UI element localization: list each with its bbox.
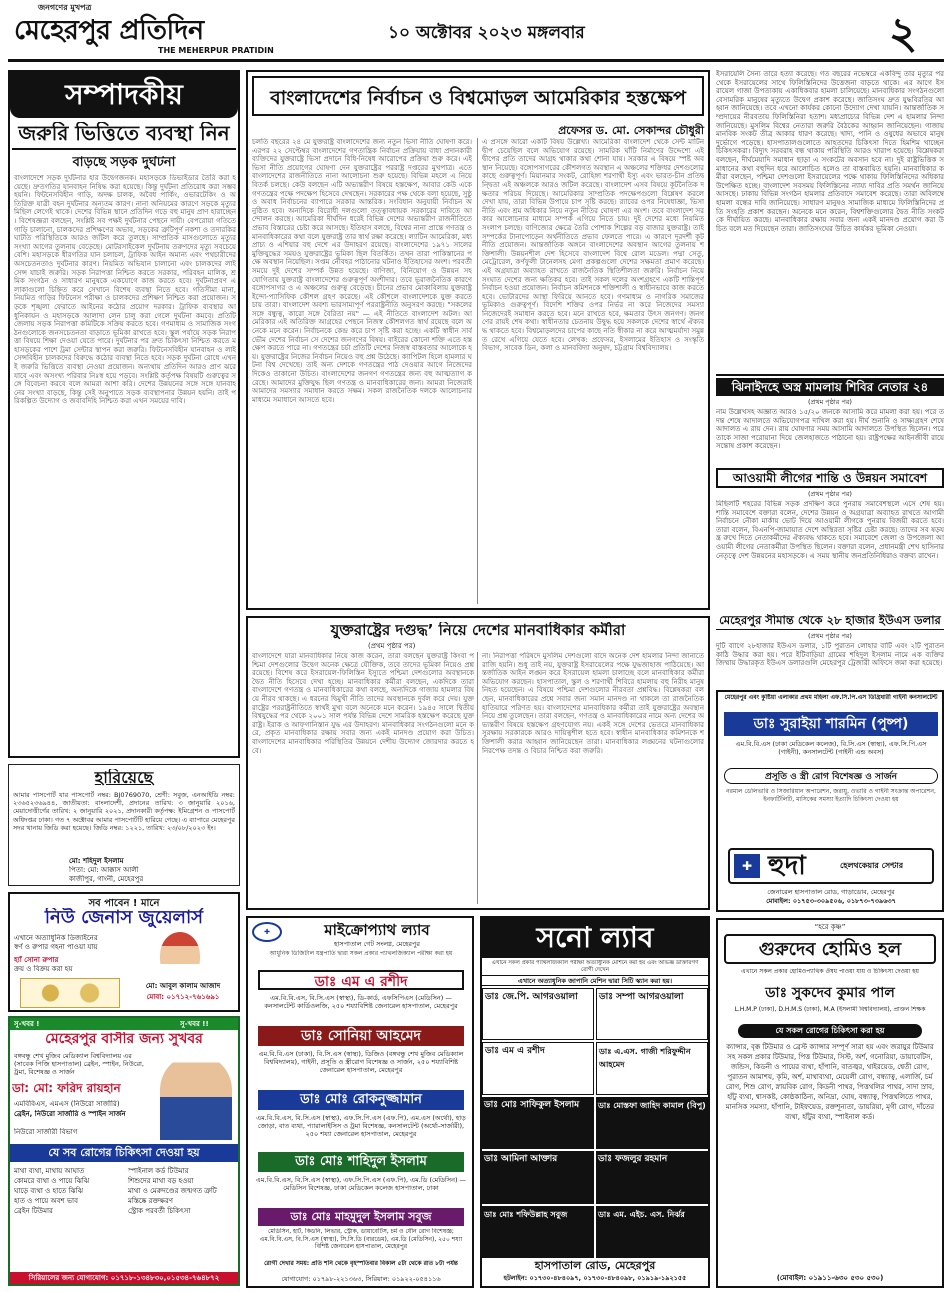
treatment-item: স্পাইনাল কর্ড টিউমার xyxy=(128,1167,189,1175)
huda-ad-top-line: মেহেরপুর এবং কুষ্টিয়া এলাকার প্রথম মহিলা এফ.সি.পি.এস ডিগ্রিধারী গাইনী কনসালটেন্ট xyxy=(724,694,938,701)
border-body: দুটি ব্যাগে ২৮হাজার ইউএস ডলার, ১টি পুরাতন লোহার বাটি এবং ২টি পুরাতন কাঠি উদ্ধার করা হয়। পরে ইটিবাড়িয়া গ্রামের শহিদুল ইসলাম নামে এক ব্যক্তির জিম্মায় উদ্ধারকৃত ইউএস ডলারগুলি মেহেরপুর ট্রেজারী অফিসে জমা করা হয়েছে। xyxy=(716,642,944,668)
jewellers-line-2: স্বর্ণ ও রুপার গহনা পাওয়া যায় xyxy=(14,943,98,951)
homeo-doctor-name: ডাঃ সুকদেব কুমার পাল xyxy=(765,986,895,1001)
newspaper-name-english: THE MEHERPUR PRATIDIN xyxy=(158,46,274,55)
huda-center-subtitle: হেলথকেয়ার সেন্টার xyxy=(840,862,904,870)
lost-notice-title: হারিয়েছে xyxy=(94,769,154,787)
sono-doctor-card xyxy=(596,988,708,1040)
neuro-doctor-photo xyxy=(160,1054,232,1140)
micropath-doctor-2-name: ডাঃ সোনিয়া আহমেদ xyxy=(258,1026,464,1046)
sono-doctor-card xyxy=(482,1042,594,1094)
homeo-phone: (মোবাইল: ০১৯১১-৬৩০ ৫৩০ ৫৩০) xyxy=(776,1274,884,1282)
micropath-doctor-3-info: এম.বি.বি.এস, বি.সি.এস (স্বাস্থ্য), এফ.সি.পি.এস (এফ.পি), এম.এস (অর্থো), হাড় জোড়া, বাত ব্যথা, প্যারালাইসিস ও ট্রমা বিশেষজ্ঞ, কনসালটেন্ট (অর্থো-সার্জারী), ২৫০ শয্যা জেনারেল হাসপাতাল, মেহেরপুর xyxy=(256,1114,466,1138)
border-note: (প্রথম পৃষ্ঠার পর) xyxy=(808,632,852,640)
huda-center-name: হুদা xyxy=(768,851,806,881)
proprietor-photo xyxy=(160,932,200,978)
jewellers-line-1: এখানে অত্যাধুনিক ডিজাইনের xyxy=(14,934,98,942)
editorial-subhead: বাড়ছে সড়ক দুর্ঘটনা xyxy=(72,156,176,170)
sono-doctor-name: ডাঃ এম. এইচ. এস. নির্ঝর xyxy=(598,1209,685,1219)
micropath-tests: আধুনিক ডিজিটাল যন্ত্রপাতি দ্বারা সকল প্রকার প্যাথলজিক্যাল পরীক্ষা করা হয় xyxy=(269,950,453,957)
main-article-headline: বাংলাদেশের নির্বাচন ও বিশ্বমোড়ল আমেরিকার হস্তক্ষেপ xyxy=(252,76,704,116)
lost-notice-signer-name: মো: শহিদুল ইসলাম xyxy=(69,857,124,865)
jewellers-line-4: ক্রয় ও বিক্রয় করা হয় xyxy=(14,965,73,973)
sono-doctor-name: ডাঃ ফজলুর রহমান xyxy=(598,1154,668,1165)
editorial-headline: জরুরি ভিত্তিতে ব্যবস্থা নিন xyxy=(12,122,236,150)
homeo-diseases: ক্যান্সার, বৃক্ক টিউমার ও ব্রেস্ট ক্যান্সার সম্পূর্ণ সারা হয় এবং জরায়ুর টিউমার সহ সকল প্রকার টিউমার, পিত্ত টিউমার, সিস্ট, অর্শ, গনোরিয়া, ডায়াবেটিস, জন্ডিস, কিডনী ও পায়ের ব্যথা, হাঁপানি, বাতজ্বর, থাইরয়েড, শ্বেতী রোগ, পুরাতন আমাশয়, কৃমি, অর্শ, মাথাব্যথা, মেয়েলী রোগ, বন্ধ্যাত্ব, এলার্জি, চর্ম রোগ, শিশু রোগ, স্নায়বিক রোগ, কিডনী পাথর, পিত্তথলির পাথর, সাদা স্রাব, হাঁটু ব্যথা, শ্বাসকষ্ট, কোষ্ঠকাঠিন্য, অনিদ্রা, ঘোষ, বন্ধ্যাত্ব, পিত্তথলিতে পাথর, মানসিক সমস্যা, হাঁপানি, টাইফয়েড, রক্তশূন্যতা, ডায়রিয়া, মৃগী রোগ, দাঁতের ব্যথা, হাঁটুর ব্যথা, স্পাইনাল কর্ড। xyxy=(725,1043,935,1121)
rights-article-note: (প্রথম পৃষ্ঠার পর) xyxy=(368,642,416,650)
rights-article-body-col-1: বাংলাদেশে যারা মানবাধিকার নিয়ে কাজ করেন, তারা বলছেন যুক্তরাষ্ট্র কিংবা পশ্চিমা দেশগুলোর উদ্বেগ অনেক ক্ষেত্রে যৌক্তিক, তবে তাদের ভূমিকা নিয়েও প্রশ্ন রয়েছে। বিশেষ করে ইসরায়েল-ফিলিস্তিন ইস্যুতে পশ্চিমা দেশগুলোর অবস্থানকে দ্বৈত নীতি হিসেবে দেখা হচ্ছে। মানবাধিকার কর্মীরা বলছেন, একদিকে তারা বাংলাদেশে গণতন্ত্র ও মানবাধিকারের কথা বলছে, অন্যদিকে গাজায় হামলার বিষয়ে নীরব থাকছে। এ ধরনের দ্বিমুখী নীতি তাদের অবস্থানকে দুর্বল করে দেয়। যুক্তরাষ্ট্রের পররাষ্ট্রনীতিতে স্বার্থই মুখ্য বলে অনেকে মনে করেন। ১৯৪৫ সালে দ্বিতীয় বিশ্বযুদ্ধের পর থেকে ২০০১ সাল পর্যন্ত বিভিন্ন দেশে সামরিক হস্তক্ষেপ করেছে যুক্তরাষ্ট্র। ইরাক ও আফগানিস্তান যুদ্ধ এর উদাহরণ। মানবাধিকার সংগঠনগুলো মনে করে, প্রকৃত মানবাধিকার রক্ষায় সবার জন্য একই মানদণ্ড প্রয়োগ করা উচিত। বাংলাদেশের মানবাধিকার পরিস্থিতির উন্নয়নে দেশীয় উদ্যোগ জোরদার করতে হবে। xyxy=(252,652,474,755)
sono-doctor-grid xyxy=(482,988,708,1258)
sono-doctor-card xyxy=(596,1151,708,1203)
lost-notice-signer-address: কাজীপুর, গাংনী, মেহেরপুর xyxy=(69,875,144,883)
jewellers-name: নিউ জেনাস জুয়েলার্স xyxy=(44,908,204,928)
huda-doctor-degree: এম.বি.বি.এস (ঢাকা মেডিকেল কলেজ), বি.সি.এস (স্বাস্থ্য), এফ.সি.পি.এস (গাইনী), কনসালটেন্ট (গাইনী এন্ড অবস) xyxy=(735,740,927,756)
jhenaidah-headline: ঝিনাইদহে অস্ত্র মামলায় শিবির নেতার ২৪ xyxy=(716,378,944,396)
sono-doctor-name: ডাঃ জে.পি. আগরওয়ালা xyxy=(485,992,578,1002)
huda-healthcare-ad xyxy=(716,690,944,912)
micropath-logo: ✚ xyxy=(252,922,282,942)
jewellers-ad xyxy=(8,892,240,1012)
sono-lab-name: সনো ল্যাব xyxy=(482,918,708,958)
right-column xyxy=(716,70,944,650)
micropath-doctor-1-name: ডাঃ এম এ রশীদ xyxy=(258,970,464,990)
column-rule xyxy=(477,138,478,604)
micropath-doctor-4-name: ডাঃ মোঃ শাহিদুল ইসলাম xyxy=(258,1152,464,1172)
neuro-ad-doctor-name: ডা: মো: ফরিদ রায়হান xyxy=(12,1082,121,1095)
sono-lab-subtitle: এখানে সকল প্রকার প্যাথলজিক্যাল পরীক্ষা অত্যাধুনিক মেশিনে করা হয় এবং অভিজ্ঞ ডাক্তারগণ রোগী দেখেন xyxy=(491,960,699,973)
editorial-body-text: বাংলাদেশে সড়ক দুর্ঘটনার হার উদ্বেগজনক। মহাসড়কে ডিভাইডার তৈরি করা হয়েছে। দ্রুতগতির যানবাহন নিষিদ্ধ করা হয়েছে। কিন্তু দুর্ঘটনা প্রতিরোধ করা সম্ভব হয়নি। ফিটনেসবিহীন গাড়ি, অদক্ষ চালক, অবৈধ পার্কিং, ওভারটেকিং ও অতিরিক্ত যাত্রী বহন দুর্ঘটনার অন্যতম কারণ। নানা অনিয়মের কারণে সড়কে মৃত্যুর মিছিল লেগেই থাকে। দেশের বিভিন্ন স্থানে প্রতিদিন গড়ে বহু মানুষ প্রাণ হারাচ্ছেন। বিশেষজ্ঞরা বলছেন, সংশ্লিষ্ট সব পক্ষই দুর্ঘটনার পেছনে দায়ী। বেপরোয়া গতিতে গাড়ি চালানো, চালকদের প্রশিক্ষণের অভাব, সড়কের ত্রুটিপূর্ণ নকশা ও তদারকির ঘাটতি পরিস্থিতিকে আরও জটিল করে তুলছে। সাম্প্রতিক মাসগুলোতে মৃত্যুর সংখ্যা আগের তুলনায় বেড়েছে। মোটরসাইকেল দুর্ঘটনায় তরুণদের মৃত্যু সবচেয়ে বেশি। মহাসড়কে ধীরগতির যান চলাচল, ট্রাফিক আইন অমান্য এবং পথচারীদের অসচেতনতাও দুর্ঘটনার কারণ। নিয়মিত অভিযান চালানো এবং চালকদের লাইসেন্স যাচাই জরুরি। সড়ক নিরাপত্তা নিশ্চিত করতে সরকার, পরিবহন মালিক, শ্রমিক সংগঠন ও সাধারণ মানুষকে একযোগে কাজ করতে হবে। দুর্ঘটনাপ্রবণ এলাকাগুলো চিহ্নিত করে সেখানে বিশেষ ব্যবস্থা নিতে হবে। গতিসীমা মানা, নিয়মিত গাড়ির ফিটনেস পরীক্ষা ও চালকদের প্রশিক্ষণ নিশ্চিত করা প্রয়োজন। সড়কে শৃঙ্খলা ফেরাতে আইনের কঠোর প্রয়োগ দরকার। ট্রাফিক ব্যবস্থার আধুনিকায়ন ও মহাসড়কে আলাদা লেন চালু করা গেলে দুর্ঘটনা কমবে। প্রতিটি জেলায় সড়ক নিরাপত্তা কমিটিকে সক্রিয় করতে হবে। গণমাধ্যম ও সামাজিক সংগঠনগুলোকে জনসচেতনতা বাড়াতে ভূমিকা রাখতে হবে। স্কুল পর্যায়ে সড়ক নিরাপত্তা বিষয়ে শিক্ষা দেওয়া যেতে পারে। দুর্ঘটনার পর দ্রুত চিকিৎসা নিশ্চিত করতে মহাসড়কের পাশে ট্রমা সেন্টার স্থাপন করা জরুরি। ফিটনেসবিহীন যানবাহন ও লাইসেন্সবিহীন চালকদের বিরুদ্ধে কঠোর ব্যবস্থা নিতে হবে। সড়ক দুর্ঘটনা রোধে এখনই জরুরি ভিত্তিতে ব্যবস্থা নেওয়া প্রয়োজন। অন্যথায় প্রতিদিন আরও প্রাণ ঝরে যাবে এবং অসংখ্য পরিবার নিঃস্ব হয়ে পড়বে। সংশ্লিষ্ট কর্তৃপক্ষ বিষয়টি গুরুত্বের সঙ্গে বিবেচনা করবে বলে আমরা আশা করি। দেশের উন্নয়নের সঙ্গে সঙ্গে যানবাহনের সংখ্যা বাড়ছে, কিন্তু সেই অনুপাতে সড়ক ব্যবস্থাপনার উন্নয়ন হয়নি। তাই পরিকল্পিত উদ্যোগ ও জবাবদিহি নিশ্চিত করা এখন সময়ের দাবি। xyxy=(14,174,236,406)
jewellers-line-3: হ্যাঁ সোনা রুপার xyxy=(14,956,59,964)
sono-doctor-name: ডাঃ মোস্তফা জাহিদ কামাল (বিপু) xyxy=(598,1100,706,1110)
main-article xyxy=(246,70,710,610)
main-article-body-col-1: চলতি বছরের ২৪ মে যুক্তরাষ্ট্র বাংলাদেশের জন্য নতুন ভিসা নীতি ঘোষণা করে। এরপর ২২ সেপ্টেম্বর বাংলাদেশের গণতান্ত্রিক নির্বাচন প্রক্রিয়ায় বাধা প্রদানকারী ব্যক্তিদের যুক্তরাষ্ট্রে ভিসা প্রদানে বিধি-নিষেধ আরোপের প্রক্রিয়া শুরু করে। এই ভিসা নীতি প্রয়োগের ঘোষণা দেন যুক্তরাষ্ট্রের পররাষ্ট্র দপ্তরের মুখপাত্র। এতে বাংলাদেশের রাজনীতিতে নানা আলোচনা শুরু হয়েছে। বিভিন্ন মহলে এ নিয়ে বিতর্ক চলছে। কেউ বলছেন এটি অভ্যন্তরীণ বিষয়ে হস্তক্ষেপ, আবার কেউ একে গণতন্ত্রের পক্ষে পদক্ষেপ হিসেবে দেখছেন। সরকারের পক্ষ থেকে বলা হয়েছে, সুষ্ঠু ও অবাধ নির্বাচনের ব্যাপারে সরকার আন্তরিক। সংবিধান অনুযায়ী নির্বাচন অনুষ্ঠিত হবে। অন্যদিকে বিরোধী দলগুলো তত্ত্বাবধায়ক সরকারের দাবিতে আন্দোলন করছে। আমেরিকা দীর্ঘদিন ধরেই বিভিন্ন দেশের অভ্যন্তরীণ রাজনীতিতে প্রভাব বিস্তারের চেষ্টা করে আসছে। ইতিহাস বলছে, বিশ্বের নানা প্রান্তে গণতন্ত্র ও মানবাধিকারের কথা বলে যুক্তরাষ্ট্র তার স্বার্থ রক্ষা করেছে। ল্যাটিন আমেরিকা, মধ্যপ্রাচ্য ও এশিয়ার বহু দেশে এর উদাহরণ রয়েছে। বাংলাদেশের ১৯৭১ সালের মুক্তিযুদ্ধের সময়ও যুক্তরাষ্ট্রের ভূমিকা ছিল বিতর্কিত। তখন তারা পাকিস্তানের পক্ষে অবস্থান নিয়েছিল। সপ্তম নৌবহর পাঠানোর ঘটনাও ইতিহাসের অংশ। পরবর্তী সময়ে দুই দেশের সম্পর্ক উন্নত হয়েছে। বাণিজ্য, বিনিয়োগ ও উন্নয়ন সহযোগিতায় যুক্তরাষ্ট্র বাংলাদেশের গুরুত্বপূর্ণ অংশীদার। তবে ভূরাজনৈতিক কারণে বঙ্গোপসাগর ও এ অঞ্চলের গুরুত্ব বেড়েছে। চীনের প্রভাব মোকাবিলায় যুক্তরাষ্ট্র ইন্দো-প্যাসিফিক কৌশল গ্রহণ করেছে। এই কৌশলে বাংলাদেশকে যুক্ত করতে চায় তারা। বাংলাদেশ অবশ্য ভারসাম্যপূর্ণ পররাষ্ট্রনীতি অনুসরণ করছে। "সকলের সঙ্গে বন্ধুত্ব, কারো সঙ্গে বৈরিতা নয়" — এই নীতিতে বাংলাদেশ অটল। আমেরিকার এই অতিরিক্ত আগ্রহের পেছনে নিজস্ব কৌশলগত স্বার্থ রয়েছে বলে অনেকে মনে করেন। নির্বাচনকে কেন্দ্র করে চাপ সৃষ্টি করা হচ্ছে। একটি স্বাধীন সার্বভৌম দেশের নির্বাচন সে দেশের জনগণের বিষয়। বাইরের কোনো শক্তি এতে হস্তক্ষেপ করতে পারে না। গণতন্ত্রের চর্চা প্রতিটি দেশের নিজস্ব বাস্তবতার আলোকে হয়। যুক্তরাষ্ট্রের নিজের নির্বাচন নিয়েও বহু প্রশ্ন উঠেছে। ক্যাপিটল হিলে হামলার ঘটনা বিশ্ব দেখেছে। তাই অন্য দেশকে গণতন্ত্রের পাঠ দেওয়ার আগে নিজেদের দিকেও তাকানো উচিত। বাংলাদেশের জনগণ গণতন্ত্রের জন্য বহু আত্মত্যাগ করেছে। আমাদের মুক্তিযুদ্ধ ছিল গণতন্ত্র ও মানবাধিকারের জন্য। আমরা নিজেরাই আমাদের সমস্যার সমাধান করতে সক্ষম। সকল রাজনৈতিক দলকে আলোচনার মাধ্যমে সমাধানে আসতে হবে। xyxy=(252,138,472,404)
main-article-body-col-2: এ প্রসঙ্গে আরো একটি বিষয় উল্লেখ্য। আমেরিকা বাংলাদেশ থেকে সেন্ট মার্টিন দ্বীপ চেয়েছিল বলে অভিযোগ রয়েছে। সামরিক ঘাঁটি নির্মাণের উদ্দেশ্যে এই দ্বীপের প্রতি তাদের আগ্রহ থাকার কথা শোনা যায়। সরকার এ বিষয়ে স্পষ্ট অবস্থান নিয়েছে। বঙ্গোপসাগরের কৌশলগত অবস্থান এ অঞ্চলের শক্তিধর দেশগুলোর কাছে গুরুত্বপূর্ণ। মিয়ানমার সংকট, রোহিঙ্গা শরণার্থী ইস্যু এবং ভারত-চীন প্রতিদ্বন্দ্বিতা এই অঞ্চলকে আরও জটিল করেছে। বাংলাদেশ এসব বিষয়ে কূটনৈতিক দক্ষতার পরিচয় দিয়েছে। আমেরিকার সাম্প্রতিক পদক্ষেপগুলো বিশ্লেষণ করলে দেখা যায়, তারা বিভিন্ন উপায়ে চাপ সৃষ্টি করছে। র‍্যাবের ওপর নিষেধাজ্ঞা, ভিসা নীতি এবং শ্রম অধিকার নিয়ে নতুন নীতির ঘোষণা এর অংশ। তবে বাংলাদেশ সরকার আলোচনার মাধ্যমে সম্পর্ক এগিয়ে নিতে চায়। দুই দেশের মধ্যে নিয়মিত সংলাপ চলছে। বাণিজ্যের ক্ষেত্রে তৈরি পোশাক শিল্পের বড় বাজার যুক্তরাষ্ট্র। তাই সম্পর্কের টানাপোড়েন অর্থনীতিতে প্রভাব ফেলতে পারে। এ কারণে দূরদর্শী কূটনীতি প্রয়োজন। আন্তর্জাতিক অঙ্গনে বাংলাদেশের অবস্থান আগের তুলনায় শক্তিশালী। উন্নয়নশীল দেশ হিসেবে বাংলাদেশ বিশ্বে রোল মডেল। পদ্মা সেতু, মেট্রোরেল, কর্ণফুলী টানেলসহ মেগা প্রকল্পগুলো দেশের সক্ষমতা প্রমাণ করেছে। এই অগ্রযাত্রা অব্যাহত রাখতে রাজনৈতিক স্থিতিশীলতা জরুরি। নির্বাচন নিয়ে সংঘাত দেশের জন্য ক্ষতিকর হবে। তাই সকল দলের অংশগ্রহণে একটি শান্তিপূর্ণ নির্বাচন হওয়া প্রয়োজন। নির্বাচন কমিশনকে শক্তিশালী ও স্বাধীনভাবে কাজ করতে হবে। ভোটারদের আস্থা ফিরিয়ে আনতে হবে। গণমাধ্যম ও নাগরিক সমাজের ভূমিকাও গুরুত্বপূর্ণ। বিদেশি শক্তির ওপর নির্ভর না করে নিজেদের সমস্যা নিজেদেরই সমাধান করতে হবে। মনে রাখতে হবে, ক্ষমতার উৎস জনগণ। জনগণের রায়ই শেষ কথা। স্বাধীনতার চেতনায় উদ্বুদ্ধ হয়ে সকলকে দেশের স্বার্থে ঐক্যবদ্ধ থাকতে হবে। বিশ্বমোড়লদের চাপের কাছে নতি স্বীকার না করে আত্মমর্যাদা সমুন্নত রেখে এগিয়ে যেতে হবে। লেখক: প্রফেসর, ইসলামের ইতিহাস ও সংস্কৃতি বিভাগ, সাবেক ডিন, কলা ও মানববিদ্যা অনুষদ, চট্টগ্রাম বিশ্ববিদ্যালয়। xyxy=(482,138,704,353)
main-article-author: প্রফেসর ড. মো. সেকান্দর চৌধুরী xyxy=(558,124,704,137)
right-continuation-text: ইসরায়েলি সৈন্য তারে হত্যা করেছে। গত বছরের নভেম্বরে একবিন্দু তার মৃত্যুর পর থেকে ইসরায়েলের সাথে ফিলিস্তিনিদের উত্তেজনা বাড়তে থাকে। এর আগে ইসরায়েল গাজা উপত্যকায় একাধিকবার হামলা চালিয়েছে। মানবাধিকার সংগঠনগুলো বেসামরিক মানুষের মৃত্যুতে উদ্বেগ প্রকাশ করেছে। জাতিসংঘ দ্রুত যুদ্ধবিরতির আহ্বান জানিয়েছে। তবে এখনো কার্যকর কোনো উদ্যোগ দেখা যায়নি। আন্তর্জাতিক সম্প্রদায়ের নীরবতায় ফিলিস্তিনিরা হতাশ। মধ্যপ্রাচ্যের বিভিন্ন দেশ এ হামলার নিন্দা জানিয়েছে। মুসলিম বিশ্বের নেতারা জরুরি বৈঠকের আহ্বান জানিয়েছেন। গাজায় মানবিক সংকট তীব্র আকার ধারণ করেছে। খাদ্য, পানি ও ওষুধের অভাবে মানুষ দুর্ভোগে পড়েছে। হাসপাতালগুলোতে আহতদের চিকিৎসা দিতে হিমশিম খাচ্ছেন চিকিৎসকরা। বিদ্যুৎ সরবরাহ বন্ধ থাকায় পরিস্থিতি আরও খারাপ হয়েছে। বিশ্লেষকরা বলছেন, দীর্ঘমেয়াদি সমাধান ছাড়া এ সংকটের অবসান হবে না। দুই রাষ্ট্রভিত্তিক সমাধানের কথা বহুদিন ধরে আলোচিত হলেও তা বাস্তবায়িত হয়নি। মানবাধিকার কর্মীরা বলছেন, পশ্চিমা দেশগুলো ইসরায়েলের পক্ষে থাকায় ফিলিস্তিনিদের অধিকার উপেক্ষিত হচ্ছে। বাংলাদেশ সবসময় ফিলিস্তিনের ন্যায্য দাবির প্রতি সমর্থন জানিয়ে আসছে। ঢাকায় বিভিন্ন সংগঠন হামলার প্রতিবাদে সমাবেশ করেছে। তারা অবিলম্বে হামলা বন্ধের দাবি জানিয়েছে। সাধারণ মানুষও সামাজিক মাধ্যমে ফিলিস্তিনিদের প্রতি সংহতি প্রকাশ করছেন। অনেকে মনে করেন, বিশ্বশক্তিগুলোর দ্বৈত নীতি সংকটকে দীর্ঘায়িত করছে। মানবাধিকার রক্ষায় সবার জন্য একই মানদণ্ড প্রয়োগ করা উচিত বলে মত দিয়েছেন তারা। জাতিসংঘের উচিত কার্যকর ভূমিকা নেওয়া। xyxy=(716,70,944,233)
neuro-ad-footer: সিরিয়ালের জন্য যোগাযোগ: ০১৭১৮-১৩৪৮৩০,০১৫৩৪-৭৬৪৮৭২ xyxy=(10,1272,238,1284)
sono-doctor-card xyxy=(482,988,594,1040)
lost-notice-signer-father: পিতা: মো: আক্কাস আলী xyxy=(69,866,139,874)
neuro-surgeon-ad xyxy=(8,1016,240,1286)
huda-phone: মোবাইল: ০১৭৫৩-৩০৯৫০৬, ০১৮৭৩-৭৩৯৬৩৭ xyxy=(766,897,896,905)
awami-headline: আওয়ামী লীগের শান্তি ও উন্নয়ন সমাবেশ xyxy=(716,468,944,488)
jhenaidah-note: (প্রথম পৃষ্ঠার পর) xyxy=(808,398,852,406)
lost-notice-body: আমার পাসপোর্ট যার পাসপোর্ট নম্বর: BJ0769070, শ্রেণী: সবুজ, এনআইডি নম্বর: ২৩৬৫২৩৬৯৪৪, জাতীয়তা: বাংলাদেশী, প্রদানের তারিখ: ৩ জানুয়ারি ২০১৬, মেয়াদোত্তীর্ণের তারিখ: ২ জানুয়ারি ২০২১, প্রদানকারী কর্তৃপক্ষ: ইমিগ্রেশন ও পাসপোর্ট অধিদপ্তর ঢাকা। গত ৭ অক্টোবর আমার পাসপোর্টটি হারিয়ে গেছে। এ ব্যাপারে মেহেরপুর সদর থানায় জিডি করা হয়েছে। জিডি নম্বর: ১২২১, তারিখ: ২৩/০৮/২০২৩ ইং। xyxy=(13,791,235,832)
treatment-item: ব্রেইন টিউমার xyxy=(14,1207,53,1215)
sono-doctor-card xyxy=(482,1097,594,1149)
homeo-subtitle: এখানে সকল প্রকার হোমিওপ্যাথিক ঔষধ পাওয়া যায় ও চিকিৎসা দেওয়া হয় xyxy=(741,968,919,975)
neuro-ad-title: মেহেরপুর বাসীর জন্য সুখবর xyxy=(45,1032,203,1047)
huda-doctor-name: ডাঃ সুরাইয়া শারমিন (পুষ্প) xyxy=(724,712,938,736)
masthead-tagline: জনগণের মুখপত্র xyxy=(38,3,92,12)
rights-article-body-col-2: না। নিরাপত্তা পরিষদে মুসলিম দেশগুলো বাদে অনেক দেশ হামলার নিন্দা জানাতে রাজি হয়নি। শুধু তাই নয়, যুক্তরাষ্ট্র ইসরায়েলের পক্ষে যুদ্ধজাহাজ পাঠিয়েছে। আন্তর্জাতিক আইন লঙ্ঘন করে ইসরায়েল হামলা চালাচ্ছে বলে মানবাধিকার কর্মীরা অভিযোগ করছেন। হাসপাতাল, স্কুল ও শরণার্থী শিবিরে হামলায় বহু নিরীহ মানুষ নিহত হয়েছেন। এ বিষয়ে পশ্চিমা দেশগুলোর নীরবতা প্রশ্নবিদ্ধ। বিশ্লেষকরা বলছেন, মানবাধিকারের প্রশ্নে সবার জন্য সমান মানদণ্ড না থাকলে তা রাজনৈতিক হাতিয়ারে পরিণত হয়। বাংলাদেশের মানবাধিকার কর্মীরা তাই যুক্তরাষ্ট্রের অবস্থান নিয়ে প্রশ্ন তুলেছেন। তারা বলছেন, গণতন্ত্র ও মানবাধিকারের নামে অন্য দেশের অভ্যন্তরীণ বিষয়ে হস্তক্ষেপ গ্রহণযোগ্য নয়। একই সঙ্গে দেশের ভেতরে মানবাধিকার সুরক্ষায় সরকারকে আরও দায়িত্বশীল হতে হবে। স্বাধীন মানবাধিকার কমিশনকে শক্তিশালী করার আহ্বান জানিয়েছেন তারা। মানবাধিকার লঙ্ঘনের ঘটনাগুলোর নিরপেক্ষ তদন্ত ও বিচার নিশ্চিত করা জরুরি। xyxy=(482,652,704,755)
micropath-doctor-5-name: ডাঃ মোঃ মাহমুদুল ইসলাম সবুজ xyxy=(258,1208,464,1226)
micropath-doctor-1-info: এম.বি.বি.এস, বি.সি.এস (স্বাস্থ্য), ডি-কার্ড, এফসিপিএস (মেডিসিন) — কনসালটেন্ট কার্ডিওলজি, ২৫০ শয্যাবিশিষ্ট জেনারেল হাসপাতাল, মেহেরপুর xyxy=(264,994,458,1010)
sono-doctor-name: ডাঃ আমিনা আক্তার xyxy=(484,1154,558,1165)
sono-lab-ct-band: এখানে অত্যাধুনিক জাপানি মেশিন দ্বারা সিটি স্ক্যান করা হয়। xyxy=(482,975,708,986)
sono-doctor-card xyxy=(482,1206,594,1258)
section-divider xyxy=(716,374,944,376)
jewellers-proprietor: মো: আবুল কালাম আজাদ xyxy=(145,982,221,990)
treatments-list xyxy=(14,1166,236,1270)
sono-lab-ad xyxy=(480,916,710,1288)
neuro-ad-degree: এমবিবিএস, এমএস (নিউরো সার্জারি) xyxy=(14,1100,120,1108)
homeo-hall-ad xyxy=(716,918,944,1288)
good-news-label-left: সু-খবর ! xyxy=(14,1020,40,1028)
editorial-section-label: সম্পাদকীয় xyxy=(10,72,238,118)
neuro-ad-speciality: ব্রেইন, নিউরো সার্জারি ও স্পাইন সার্জন xyxy=(14,1110,126,1118)
treatment-item: শিশুদের মাথা বড় হওয়া xyxy=(128,1177,194,1185)
homeo-doctor-degree: L.H.M.P (ঢাকা), D.H.M.S (ঢাকা), M.A (ইসলামী বিশ্ববিদ্যালয়), প্রাক্তন শিক্ষক xyxy=(734,1006,926,1013)
jewellers-tagline: সব পাবেন ! মানে xyxy=(88,898,160,909)
good-news-label-right: সু-খবর !! xyxy=(180,1020,209,1028)
rights-article-headline: যুক্তরাষ্ট্রের দগুদ্ধ’ নিয়ে দেশের মানবাধিকার কর্মীরা xyxy=(330,622,626,639)
micropath-address: হাসপাতাল গেট সংলগ্ন, মেহেরপুর xyxy=(334,940,420,948)
neuro-ad-description: বঙ্গবন্ধু শেখ মুজিব মেডিক্যাল বিশ্ববিদ্যালয় এর (সাবেক পিজি হাসপাতাল) ব্রেইন, স্পাইন, নিউরো, ট্রমা, বিশেষজ্ঞ ও সার্জন xyxy=(14,1052,144,1076)
awami-body: মিছিলটি শহরের বিভিন্ন সড়ক প্রদক্ষিণ করে পুনরায় সমাবেশস্থলে এসে শেষ হয়। শান্তি সমাবেশে বক্তারা বলেন, দেশের উন্নয়ন ও অগ্রযাত্রা অব্যাহত রাখতে আগামী নির্বাচনে নৌকা মার্কায় ভোট দিয়ে আওয়ামী লীগকে পুনরায় বিজয়ী করতে হবে। তারা বলেন, বিএনপি-জামায়াত দেশে অস্থিরতা সৃষ্টির চেষ্টা করছে। তাদের সব ষড়যন্ত্র রুখে দিতে নেতাকর্মীদের ঐক্যবদ্ধ থাকতে হবে। সমাবেশে জেলা ও উপজেলা আওয়ামী লীগের নেতাকর্মীরা উপস্থিত ছিলেন। বক্তারা বলেন, প্রধানমন্ত্রী শেখ হাসিনার নেতৃত্বে দেশ উন্নয়নের মহাসড়কে। এ সময় স্থানীয় জনপ্রতিনিধিরাও বক্তব্য রাখেন। xyxy=(716,500,944,560)
micropath-doctor-3-name: ডাঃ মোঃ রোকনুজ্জামান xyxy=(258,1090,464,1110)
rights-article xyxy=(246,616,710,910)
lost-notice xyxy=(8,764,240,886)
treatment-item: মাথা ব্যথা, মাথায় আঘাত xyxy=(14,1167,85,1175)
micropath-name: মাইক্রোপ্যাথ ল্যাব xyxy=(324,922,430,939)
column-rule xyxy=(477,652,478,904)
jhenaidah-body: নাম উল্লেখসহ অজ্ঞাত আরও ১৫/২০ জনকে আসামি করে মামলা করা হয়। পরে তদন্ত শেষে আদালতে অভিযোগপত্র দাখিল করা হয়। দীর্ঘ শুনানি ও সাক্ষ্যগ্রহণ শেষে আদালত এ রায় দেন। রায় ঘোষণার সময় আসামি আদালতে উপস্থিত ছিলেন। পরে তাকে সাজা পরোয়ানা দিয়ে জেলহাজতে পাঠানো হয়। রাষ্ট্রপক্ষের আইনজীবী রায়ে সন্তোষ প্রকাশ করেছেন। xyxy=(716,408,944,451)
sono-doctor-name: ডাঃ এম এ রশীদ xyxy=(485,1046,545,1057)
sono-doctor-name: ডাঃ মোঃ শফিউল্লাহ সবুজ xyxy=(484,1209,568,1219)
huda-center-logo xyxy=(728,848,934,884)
neuro-ad-hospital: নিউরো সার্জারী বিভাগ xyxy=(14,1128,78,1136)
micropath-doctor-4-info: এম.বি.বি.এস, বি.সি.এস (স্বাস্থ্য), এফ.সি.পি.এস (এফ.পি), এম.ডি (মেডিসিন) — মেডিসিন বিশেষজ্ঞ, ঢাকা মেডিকেল কলেজ হাসপাতাল, ঢাকা xyxy=(255,1176,467,1192)
sono-doctor-card xyxy=(596,1097,708,1149)
treatment-item: হাত ও পায়ে অবশ ভাব xyxy=(14,1197,78,1205)
huda-speciality: প্রসূতি ও স্ত্রী রোগ বিশেষজ্ঞ ও সার্জন xyxy=(724,768,938,784)
homeo-band: যে সকল রোগের চিকিৎসা করা হয় xyxy=(738,1024,922,1038)
treatment-item: মাথা ও মেরুদণ্ডের জন্মগত ত্রুটি xyxy=(128,1187,217,1195)
treatment-item: কোমরে ব্যথা ও পায়ে ঝিঝি xyxy=(14,1177,90,1185)
micropath-lab-ad xyxy=(246,916,474,1288)
awami-note: (প্রথম পৃষ্ঠার পর) xyxy=(808,490,852,498)
editorial-section xyxy=(8,70,240,758)
huda-address: জেনারেল হাসপাতাল রোড, গাড়াডোব, মেহেরপুর xyxy=(767,888,895,896)
sono-doctor-name: ডাঃ সম্পা আগরওয়ালা xyxy=(599,992,684,1002)
micropath-schedule: রোগী দেখার সময়: প্রতি শনি থেকে বৃহস্পতিবার বিকাল ৫টা থেকে রাত ৮টা পর্যন্ত xyxy=(264,1260,458,1267)
micropath-doctor-2-info: এম.বি.বি.এস (ঢাকা), বি.সি.এস (স্বাস্থ্য), ডিজিও (বঙ্গবন্ধু শেখ মুজিব মেডিক্যাল বিশ্ববিদ্যালয়), গাইনী, প্রসূতি ও স্ত্রীরোগ বিশেষজ্ঞ ও সার্জন, ২৫০ শয্যাবিশিষ্ট জেনারেল হাসপাতাল, মেহেরপুর xyxy=(258,1050,464,1074)
sono-lab-address: হাসপাতাল রোড, মেহেরপুর xyxy=(534,1260,656,1272)
homeo-top-line: “হরে কৃষ্ণ” xyxy=(814,923,846,931)
sono-lab-phone: হটলাইন: ০১৭৩০-৪৮৪০৯৭, ০১৭৩০-৪৮৪০৯৮, ০১৯১৯-১৯২১৫৫ xyxy=(503,1274,687,1282)
homeo-name: গুরুদেব হোমিও হল xyxy=(724,934,936,964)
newspaper-name: মেহেরপুর প্রতিদিন xyxy=(14,15,204,46)
sono-doctor-card xyxy=(596,1206,708,1258)
jewellery-image xyxy=(20,978,120,1008)
treatments-band: যে সব রোগের চিকিৎসা দেওয়া হয় xyxy=(10,1144,238,1162)
jewellers-phone: মোবা: ০১৭১২-৭৬১৬৯১ xyxy=(146,993,220,1001)
sono-doctor-card xyxy=(596,1042,708,1094)
masthead xyxy=(8,2,944,62)
issue-date: ১০ অক্টোবর ২০২৩ মঙ্গলবার xyxy=(388,23,585,43)
micropath-phone: যোগাযোগ: ০১৭৯৮-২২১৩৬৩, সিরিয়াল: ০১৯২২-০৫৪১১৬ xyxy=(281,1275,441,1283)
sono-doctor-name: ডাঃ এ.এস. গাজী শরিফুদ্দীন আহমেদ xyxy=(599,1047,691,1070)
sono-doctor-card xyxy=(482,1151,594,1203)
micropath-doctor-5-info: মেডিসিন, হার্ট, কিডনি, লিভার, স্ট্রোক, ডায়াবেটিস, চর্ম ও যৌন রোগ বিশেষজ্ঞ; এম.বি.বি.এস, বি.সি.এস (স্বাস্থ্য), সি.সি.ডি (বারডেম), এম.ডি (মেডিসিন), ২৫০ শয্যা বিশিষ্ট জেনারেল হাসপাতাল, মেহেরপুর xyxy=(259,1228,463,1250)
treatment-item: ঘাড়ে ব্যথা ও হাতে ঝিঝি xyxy=(14,1187,84,1195)
border-headline: মেহেরপুর সীমান্ত থেকে ২৮ হাজার ইউএস ডলার xyxy=(716,614,944,630)
page-number: ২ xyxy=(888,8,918,59)
treatment-item: স্ট্রোক পরবর্তী চিকিৎসা xyxy=(128,1207,191,1215)
huda-logo-mark: ✚ xyxy=(734,854,760,878)
huda-services: নরমাল ডেলিভারি ও সিজারিয়ান অপারেশন, জরায়ু, ওভারি ও গাইনী সংক্রান্ত অপারেশন, ইনফার্টিলিটি, মাসিকের সমস্যা ইত্যাদি চিকিৎসা দেওয়া হয় xyxy=(726,788,936,803)
sono-doctor-name: ডাঃ মোঃ সাফিকুল ইসলাম xyxy=(484,1099,580,1110)
treatment-item: মস্তিষ্কে রক্তক্ষরণ xyxy=(128,1197,174,1205)
